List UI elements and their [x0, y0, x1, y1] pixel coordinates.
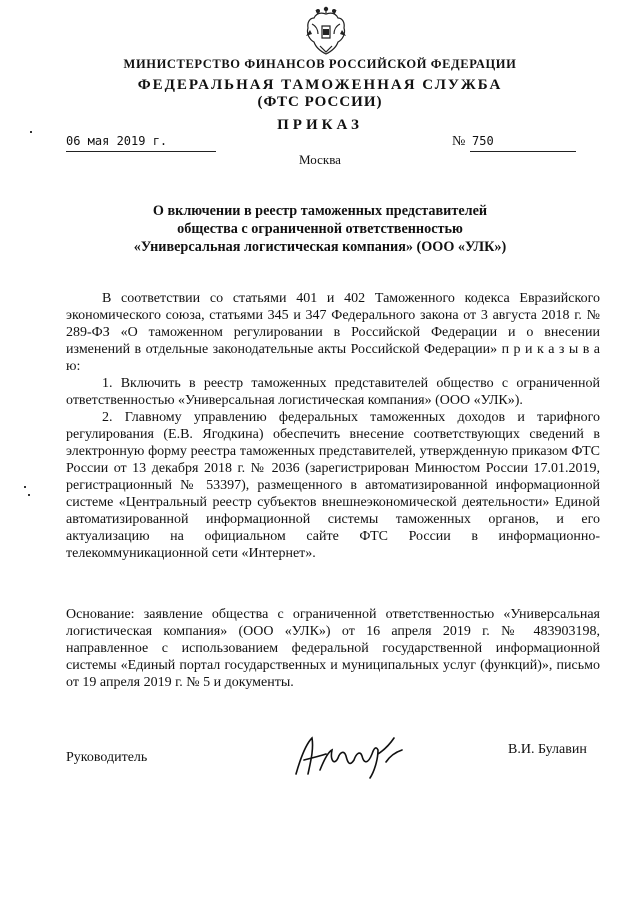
- intro-paragraph: В соответствии со статьями 401 и 402 Таможенного кодекса Евразийского экономического союза, статьями 345 и 347 Федерального закона от 3 августа 2018 г. № 289-ФЗ «О таможенном регулировании в Российской Федерации и о внесении изменений в отдельные законодательные акты Российской Федерации» п р и к а з ы в а ю:: [66, 291, 600, 374]
- item-2-paragraph: 2. Главному управлению федеральных таможенных доходов и тарифного регулирования (Е.В. Ягодкина) обеспечить внесение соответствующих сведений в электронную форму реестра таможенных представителей, утвержденную приказом ФТС России от 13 декабря 2018 г. № 2036 (зарегистрирован Минюстом России 17.01.2019, регистрационный № 53397), размещенного в автоматизированной информационной системе «Центральный реестр субъектов внешнеэкономической деятельности» Единой автоматизированной информационной системы таможенных органов, и его актуализацию на официальном сайте ФТС России в информационно-телекоммуникационной сети «Интернет».: [66, 410, 600, 561]
- order-date: 06 мая 2019 г.: [66, 134, 168, 148]
- item-1-paragraph: 1. Включить в реестр таможенных представителей общество с ограниченной ответственностью «Универсальная логистическая компания» (ООО «УЛК»).: [66, 376, 600, 408]
- signatory-name: В.И. Булавин: [508, 742, 587, 757]
- basis-section: [66, 606, 600, 691]
- ministry-name: МИНИСТЕРСТВО ФИНАНСОВ РОССИЙСКОЙ ФЕДЕРАЦИИ: [123, 57, 517, 71]
- basis-paragraph: Основание: заявление общества с ограниченной ответственностью «Универсальная логистическая компания» (ООО «УЛК») от 16 апреля 2019 г. № 483903198, направленное с использованием федеральной государственной информационной системы «Единый портал государственных и муниципальных услуг (функций)», письмо от 19 апреля 2019 г. № 5 и документы.: [66, 607, 600, 690]
- date-field: [66, 134, 216, 152]
- subject-line-2: общества с ограниченной ответственностью: [177, 221, 463, 237]
- city: Москва: [299, 152, 341, 167]
- document-type: ПРИКАЗ: [277, 117, 363, 133]
- double-headed-eagle-emblem-icon: [302, 6, 350, 58]
- handwritten-signature-icon: [290, 730, 415, 780]
- scan-speck: [24, 486, 26, 488]
- order-body: [66, 290, 600, 562]
- scan-speck: [30, 131, 32, 133]
- order-number: 750: [472, 134, 494, 148]
- subject-line-1: О включении в реестр таможенных представителей: [152, 203, 488, 219]
- number-field: [470, 134, 576, 152]
- signatory-position: Руководитель: [66, 750, 148, 765]
- order-subject: [100, 202, 540, 256]
- scan-speck: [28, 494, 30, 496]
- subject-line-3: «Универсальная логистическая компания» (ООО «УЛК»): [133, 239, 507, 255]
- service-short-name: (ФТС РОССИИ): [257, 94, 383, 110]
- service-name: ФЕДЕРАЛЬНАЯ ТАМОЖЕННАЯ СЛУЖБА: [137, 77, 503, 93]
- number-label: №: [452, 134, 466, 149]
